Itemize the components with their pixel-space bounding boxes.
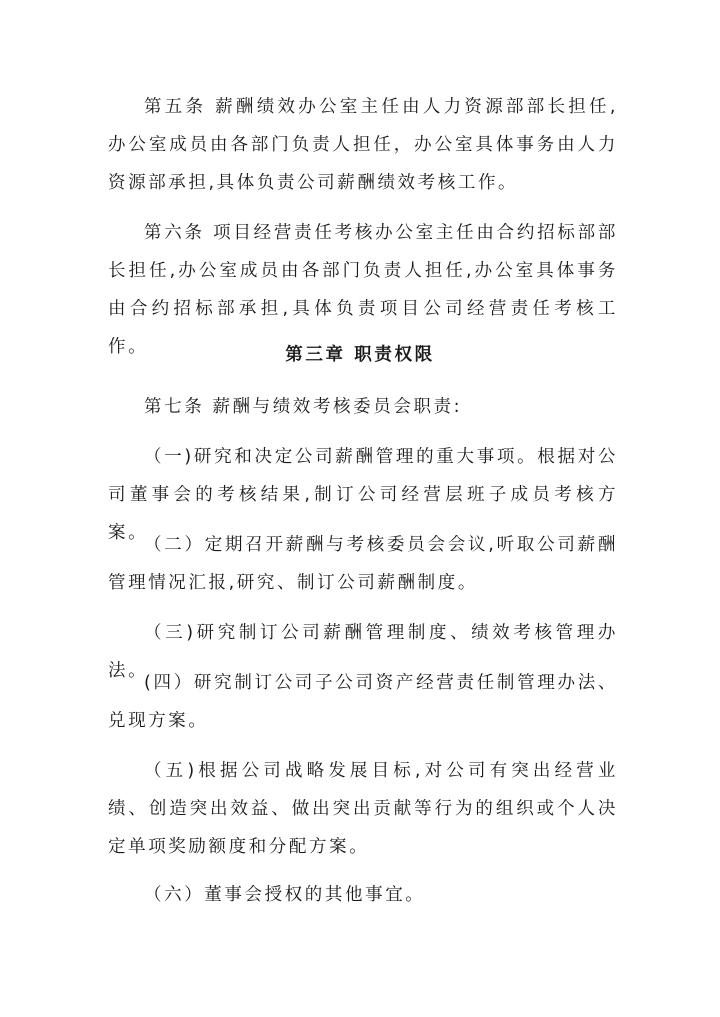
article-7-item-2: （二）定期召开薪酬与考核委员会会议,听取公司薪酬管理情况汇报,研究、制订公司薪酬制度。 [108, 535, 618, 593]
article-7-intro: 第七条 薪酬与绩效考核委员会职责: [144, 397, 463, 417]
article-7-item-1: （一)研究和决定公司薪酬管理的重大事项。根据对公司董事会的考核结果,制订公司经营层班子成员考核方案。 [108, 447, 618, 543]
article-7-item-6: （六）董事会授权的其他事宜。 [144, 885, 426, 905]
article-7-item-4: (四）研究制订公司子公司资产经营责任制管理办法、兑现方案。 [108, 673, 618, 731]
article-5-paragraph: 第五条 薪酬绩效办公室主任由人力资源部部长担任,办公室成员由各部门负责人担任，办公室具体事务由人力资源部承担,具体负责公司薪酬绩效考核工作。 [108, 97, 618, 193]
article-7-item-3: （三)研究制订公司薪酬管理制度、绩效考核管理办法。 [108, 623, 618, 681]
article-6-paragraph: 第六条 项目经营责任考核办公室主任由合约招标部部长担任,办公室成员由各部门负责人担任,办公室具体事务由合约招标部承担,具体负责项目公司经营责任考核工作。 [108, 223, 618, 357]
article-7-item-5: （五)根据公司战略发展目标,对公司有突出经营业绩、创造突出效益、做出突出贡献等行为的组织或个人决定单项奖励额度和分配方案。 [108, 761, 618, 857]
chapter-3-heading: 第三章 职责权限 [285, 345, 435, 365]
